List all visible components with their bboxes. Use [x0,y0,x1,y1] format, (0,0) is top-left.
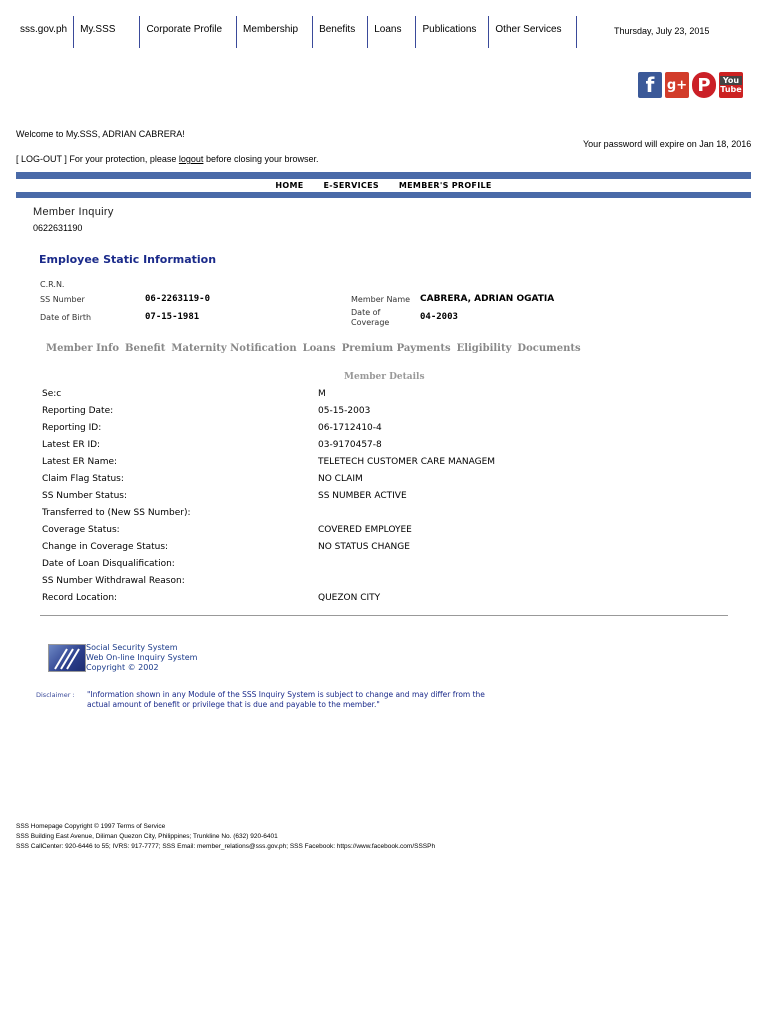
tab-eligibility[interactable]: Eligibility [456,343,512,354]
sss-logo-stripes [49,645,85,671]
footer-line1: SSS Homepage Copyright © 1997 Terms of Service [16,823,166,830]
member-inquiry-title: Member Inquiry [33,206,114,218]
detail-value: COVERED EMPLOYEE [318,525,412,535]
table-row [42,508,642,525]
google-plus-glyph: g+ [666,77,688,93]
detail-label: Transferred to (New SS Number): [42,508,191,518]
table-row [42,423,642,440]
table-row [42,559,642,576]
member-details-heading: Member Details [344,372,425,382]
band-nav-home[interactable]: HOME [275,181,304,190]
detail-label: Claim Flag Status: [42,474,124,484]
table-row [42,457,642,474]
pinterest-icon[interactable] [692,72,716,98]
band-bottom-bar [16,192,751,198]
member-details-table [42,389,642,610]
detail-value: 03-9170457-8 [318,440,382,450]
band-nav-e-services[interactable]: E-SERVICES [323,181,379,190]
facebook-glyph: f [645,73,655,97]
detail-label: Latest ER ID: [42,440,101,450]
footer-line3: SSS CallCenter: 920-6446 to 55; IVRS: 917-7777; SSS Email: member_relations@sss.gov.ph; SSS Facebook: https://www.facebook.com/SSSPh [16,843,436,850]
nav-my-sss[interactable]: My.SSS [73,16,139,48]
table-row [42,593,642,610]
nav-corporate-profile[interactable]: Corporate Profile [139,16,236,48]
tab-loans[interactable]: Loans [302,343,336,354]
coverage-value: 04-2003 [420,312,458,322]
band-top-bar [16,172,751,179]
band-nav [16,179,751,192]
welcome-message: Welcome to My.SSS, ADRIAN CABRERA! [16,129,185,139]
nav-publications[interactable]: Publications [415,16,488,48]
tab-benefit[interactable]: Benefit [125,343,166,354]
logout-link[interactable]: logout [178,154,204,164]
detail-label: Change in Coverage Status: [42,542,169,552]
detail-value: TELETECH CUSTOMER CARE MANAGEM [318,457,496,467]
detail-value: NO STATUS CHANGE [318,542,410,552]
table-row [42,389,642,406]
nav-membership[interactable]: Membership [236,16,312,48]
tab-premium-payments[interactable]: Premium Payments [341,343,451,354]
disclaimer-label: Disclaimer : [36,691,75,699]
facebook-icon[interactable] [638,72,662,98]
nav-benefits[interactable]: Benefits [312,16,367,48]
google-plus-icon[interactable] [665,72,689,98]
detail-label: Date of Loan Disqualification: [42,559,175,569]
inquiry-tabs [46,343,581,354]
member-name-label: Member Name [351,295,411,304]
sss-footer-line3: Copyright © 2002 [86,663,159,672]
divider [40,615,728,616]
detail-value: 06-1712410-4 [318,423,382,433]
tab-member-info[interactable]: Member Info [46,343,120,354]
tab-documents[interactable]: Documents [517,343,581,354]
sss-footer-line1: Social Security System [86,643,178,652]
youtube-glyph-top: You [720,76,742,85]
table-row [42,491,642,508]
footer-line2: SSS Building East Avenue, Diliman Quezon City, Philippines; Trunkline No. (632) 920-6401 [16,833,278,840]
sss-footer-line2: Web On-line Inquiry System [86,653,198,662]
dob-value: 07-15-1981 [145,312,200,322]
table-row [42,474,642,491]
logout-suffix: before closing your browser. [203,154,319,164]
table-row [42,576,642,593]
disclaimer-text: "Information shown in any Module of the SSS Inquiry System is subject to change and may differ from the actual amount of benefit or privilege that is due and payable to the member." [87,690,485,709]
youtube-icon[interactable] [719,72,743,98]
ss-number-value: 06-2263119-0 [145,294,211,304]
nav-sss-gov-ph[interactable]: sss.gov.ph [20,24,68,35]
detail-label: Reporting Date: [42,406,114,416]
detail-label: Record Location: [42,593,118,603]
detail-value: QUEZON CITY [318,593,381,603]
dob-label: Date of Birth [40,313,92,322]
detail-label: Reporting ID: [42,423,102,433]
detail-label: Se:c [42,389,62,399]
logout-notice [16,154,319,164]
pinterest-glyph: P [697,74,711,96]
sss-footer-text [86,643,197,673]
static-info-title: Employee Static Information [39,253,217,266]
table-row [42,542,642,559]
table-row [42,406,642,423]
coverage-label-1: Date of [351,308,381,317]
member-inquiry-number: 0622631190 [33,223,83,233]
detail-value: SS NUMBER ACTIVE [318,491,407,501]
top-nav [14,16,577,48]
detail-label: Latest ER Name: [42,457,118,467]
ss-number-label: SS Number [40,295,85,304]
table-row [42,440,642,457]
detail-value: 05-15-2003 [318,406,371,416]
nav-divider [576,16,577,48]
youtube-glyph-bottom: Tube [720,85,742,94]
sss-logo-icon [48,644,86,672]
nav-loans[interactable]: Loans [367,16,415,48]
coverage-label-2: Coverage [351,318,390,327]
detail-label: SS Number Withdrawal Reason: [42,576,185,586]
detail-label: Coverage Status: [42,525,120,535]
nav-other-services[interactable]: Other Services [488,16,575,48]
tab-maternity-notification[interactable]: Maternity Notification [171,343,297,354]
page-footer [16,822,435,852]
password-expiry-notice: Your password will expire on Jan 18, 2016 [583,139,752,149]
band-nav-members-profile[interactable]: MEMBER'S PROFILE [398,181,492,190]
detail-value: NO CLAIM [318,474,363,484]
current-date: Thursday, July 23, 2015 [614,26,710,36]
table-row [42,525,642,542]
detail-value: M [318,389,326,399]
detail-label: SS Number Status: [42,491,128,501]
social-links [638,72,743,98]
member-name-value: CABRERA, ADRIAN OGATIA [420,294,555,304]
logout-prefix: [ LOG-OUT ] For your protection, please [16,154,179,164]
crn-label: C.R.N. [40,280,65,289]
